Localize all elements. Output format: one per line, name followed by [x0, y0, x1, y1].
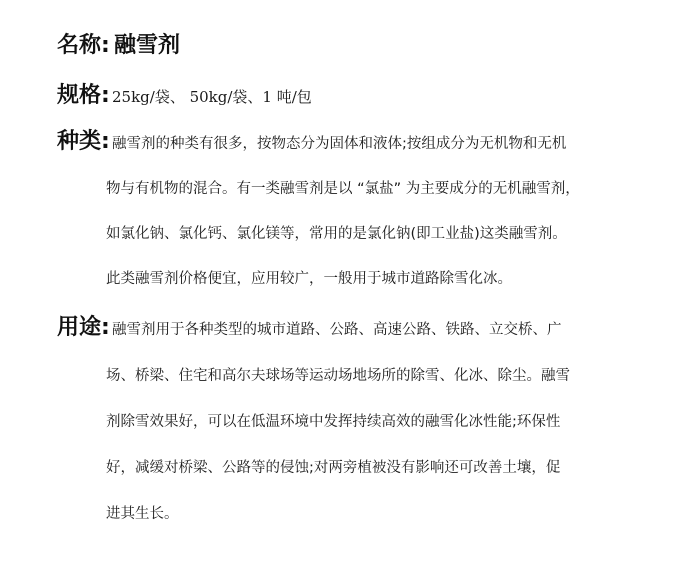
spec-label: 规格:: [57, 83, 110, 108]
types-line-3: 如氯化钠、氯化钙、氯化镁等，常用的是氯化钠(即工业盐)这类融雪剂。: [106, 226, 567, 242]
types-label: 种类:: [57, 129, 110, 154]
usage-label: 用途:: [57, 315, 110, 340]
spec-value: 25kg/袋、 50kg/袋、1 吨/包: [112, 88, 312, 106]
usage-line-3: 剂除雪效果好，可以在低温环境中发挥持续高效的融雪化冰性能;环保性: [106, 414, 561, 430]
usage-line-2: 场、桥梁、住宅和高尔夫球场等运动场地场所的除雪、化冰、除尘。融雪: [106, 368, 570, 384]
name-label: 名称:: [57, 33, 110, 58]
types-line-1: 融雪剂的种类有很多，按物态分为固体和液体;按组成分为无机物和无机: [112, 136, 567, 152]
name-value: 融雪剂: [114, 33, 181, 58]
usage-line-4: 好，减缓对桥梁、公路等的侵蚀;对两旁植被没有影响还可改善土壤，促: [106, 460, 561, 476]
usage-line-5: 进其生长。: [106, 506, 179, 522]
usage-line-1: 融雪剂用于各种类型的城市道路、公路、高速公路、铁路、立交桥、广: [112, 322, 562, 338]
types-line-4: 此类融雪剂价格便宜，应用较广，一般用于城市道路除雪化冰。: [106, 271, 512, 287]
types-line-2: 物与有机物的混合。有一类融雪剂是以 “氯盐” 为主要成分的无机融雪剂，: [106, 181, 580, 197]
